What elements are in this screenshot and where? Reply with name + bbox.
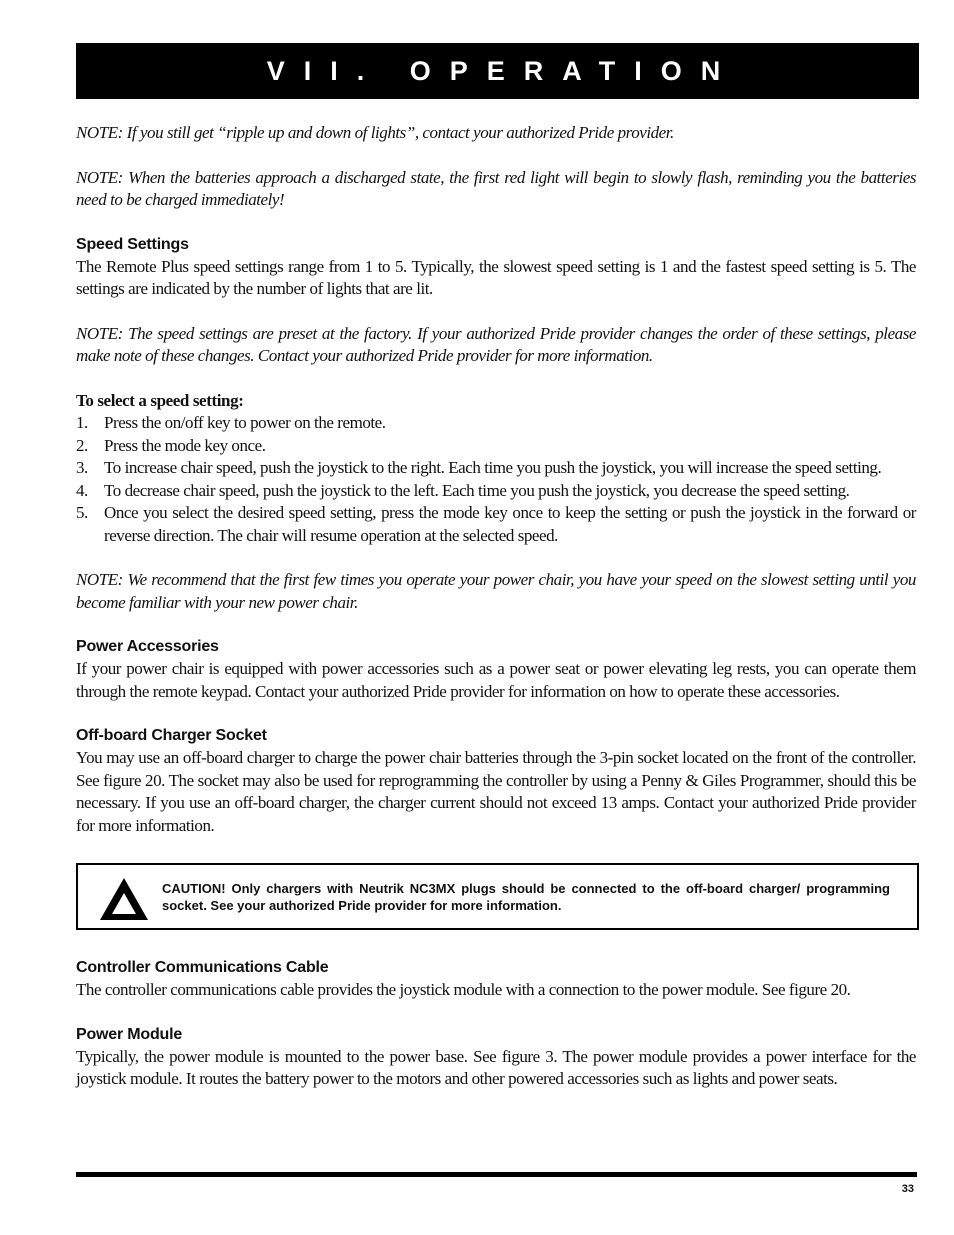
charger-socket-body: You may use an off-board charger to charge the power chair batteries through the 3-pin socket located on the front of the controller. See figure 20. The socket may also be used for reprogramming the controller by using a Penny & Giles Programmer, should this be necessary. If you use an off-board charger, the charger current should not exceed 13 amps. Contact your authorized Pride provider for more information.: [76, 748, 916, 835]
step-number: 5.: [76, 503, 88, 522]
section-header-bar: [76, 43, 919, 99]
power-accessories-body: If your power chair is equipped with power accessories such as a power seat or power elevating leg rests, you can operate them through the remote keypad. Contact your authorized Pride provider for information on how to operate these accessories.: [76, 659, 916, 701]
power-module-body: Typically, the power module is mounted to the power base. See figure 3. The power module provides a power interface for the joystick module. It routes the battery power to the motors and other powered accessories such as lights and power seats.: [76, 1046, 916, 1088]
speed-settings-body: The Remote Plus speed settings range from 1 to 5. Typically, the slowest speed setting is 1 and the fastest speed setting is 5. The settings are indicated by the number of lights that are lit.: [76, 256, 916, 298]
spacer: [76, 547, 916, 569]
spacer: [76, 145, 916, 167]
spacer: [76, 1002, 916, 1024]
step-number: 4.: [76, 480, 88, 500]
speed-steps-list: [76, 412, 916, 547]
step-text: Press the on/off key to power on the remote.: [104, 413, 386, 432]
page-number: 33: [901, 1183, 914, 1195]
step-text: Press the mode key once.: [104, 435, 266, 455]
spacer: [76, 703, 916, 725]
step-number: 1.: [76, 413, 88, 432]
step-text: To increase chair speed, push the joystick to the right. Each time you push the joystick, you will increase the speed setting.: [104, 458, 882, 477]
main-content: [76, 122, 916, 837]
spacer: [76, 212, 916, 234]
ripple-note: NOTE: If you still get “ripple up and down of lights”, contact your authorized Pride provider.: [76, 123, 674, 142]
step-text: To decrease chair speed, push the joystick to the left. Each time you push the joystick, you decrease the speed setting.: [104, 480, 850, 500]
charger-socket-heading: Off-board Charger Socket: [76, 727, 267, 744]
speed-preset-note: NOTE: The speed settings are preset at the factory. If your authorized Pride provider changes the order of these settings, please make note of these changes. Contact your authorized Pride provider for more information.: [76, 323, 916, 365]
list-item: [76, 502, 916, 547]
spacer: [76, 614, 916, 636]
list-item: [76, 480, 916, 503]
power-accessories-heading: Power Accessories: [76, 638, 219, 655]
list-item: [76, 457, 916, 480]
slow-speed-note: NOTE: We recommend that the first few times you operate your power chair, you have your speed on the slowest setting until you become familiar with your new power chair.: [76, 570, 916, 612]
warning-triangle-icon: [98, 876, 150, 922]
select-speed-subheading: To select a speed setting:: [76, 390, 244, 410]
caution-box: [76, 863, 919, 930]
comm-cable-heading: Controller Communications Cable: [76, 959, 329, 976]
list-item: [76, 412, 916, 435]
battery-note: NOTE: When the batteries approach a discharged state, the first red light will begin to slowly flash, reminding you the batteries need to be charged immediately!: [76, 167, 916, 209]
section-title: VII. OPERATION: [266, 56, 740, 86]
step-number: 3.: [76, 458, 88, 477]
power-module-heading: Power Module: [76, 1025, 183, 1043]
speed-settings-heading: Speed Settings: [76, 235, 189, 253]
list-item: [76, 435, 916, 458]
spacer: [76, 368, 916, 390]
footer-rule: [76, 1172, 917, 1177]
step-number: 2.: [76, 435, 88, 455]
spacer: [76, 301, 916, 323]
step-text: Once you select the desired speed setting, press the mode key once to keep the setting or push the joystick in the forward or reverse direction. The chair will resume operation at the selected speed.: [104, 503, 916, 545]
comm-cable-body: The controller communications cable provides the joystick module with a connection to the power module. See figure 20.: [76, 980, 851, 999]
lower-content: [76, 957, 916, 1091]
caution-text: CAUTION! Only chargers with Neutrik NC3MX plugs should be connected to the off-board charger/ programming socket. See your authorized Pride provider for more information.: [162, 881, 890, 913]
